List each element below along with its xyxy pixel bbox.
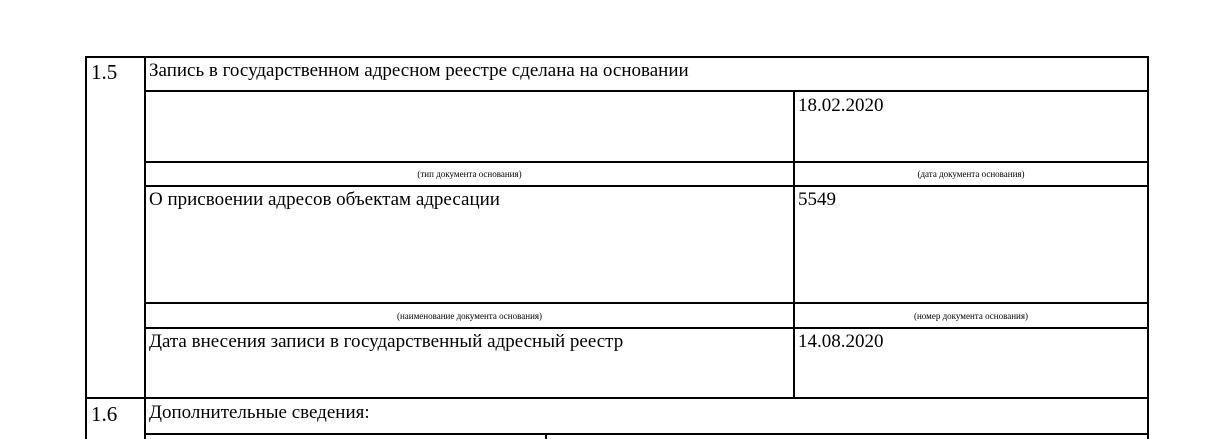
table-border-right <box>1147 56 1149 439</box>
row-divider <box>144 302 1149 304</box>
number-column-divider <box>144 56 146 439</box>
row-divider <box>144 433 1149 435</box>
document-date-value: 18.02.2020 <box>798 95 884 116</box>
document-name-value: О присвоении адресов объектам адресации <box>149 189 500 210</box>
entry-date-label: Дата внесения записи в государственный адресный реестр <box>149 331 624 352</box>
table-border-left <box>85 56 87 439</box>
value-column-divider <box>793 90 795 399</box>
row-divider <box>144 90 1149 92</box>
document-number-caption: (номер документа основания) <box>913 311 1028 321</box>
section-number: 1.5 <box>91 60 118 84</box>
entry-date-value: 14.08.2020 <box>798 331 884 352</box>
document-name-caption: (наименование документа основания) <box>396 311 543 321</box>
document-date-caption: (дата документа основания) <box>917 169 1025 179</box>
subtable-column-divider <box>545 433 547 439</box>
section-divider <box>85 397 1149 399</box>
row-divider <box>144 161 1149 163</box>
section-title: Запись в государственном адресном реестре сделана на основании <box>149 60 689 81</box>
document-number-value: 5549 <box>798 189 836 210</box>
row-divider <box>144 185 1149 187</box>
table-border-top <box>85 56 1149 58</box>
section-title: Дополнительные сведения: <box>149 402 370 423</box>
section-number: 1.6 <box>91 402 118 426</box>
document-type-caption: (тип документа основания) <box>417 169 522 179</box>
row-divider <box>144 327 1149 329</box>
